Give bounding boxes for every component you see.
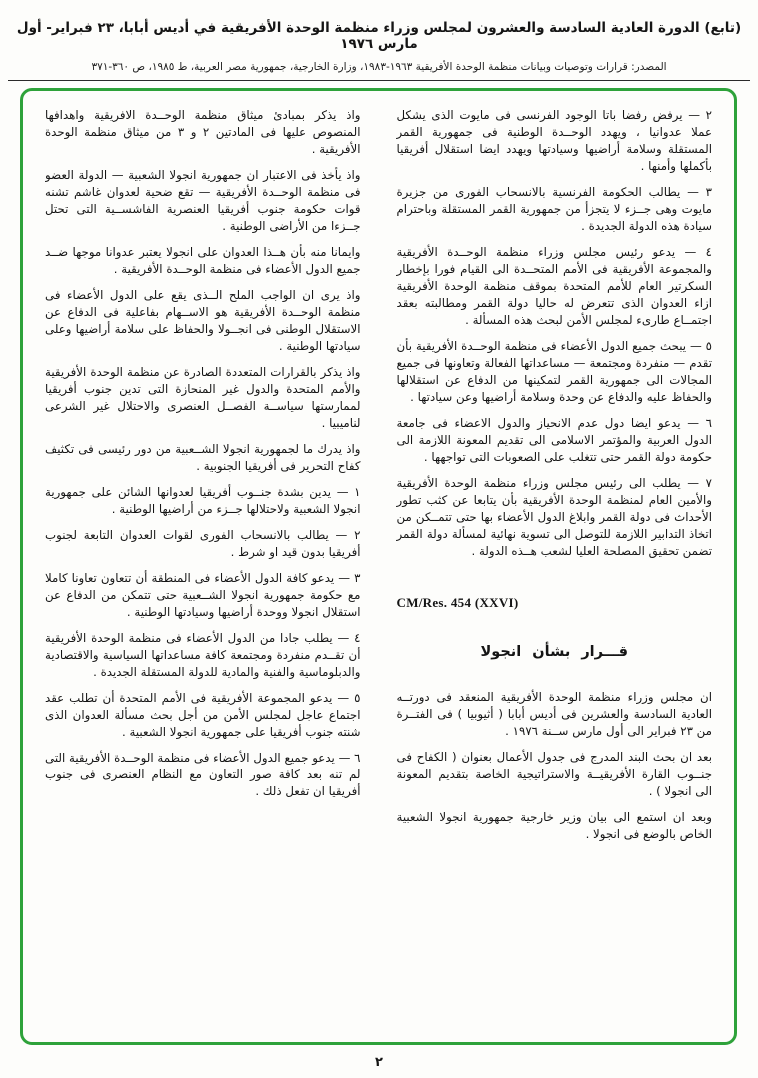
paragraph: ١ — يدين بشدة جنــوب أفريقيا لعدوانها الشائن على جمهورية انجولا الشعبية ولاحتلالها جــزء من أراضيها الوطنية . (45, 484, 361, 516)
paragraph: وايمانا منه بأن هــذا العدوان على انجولا يعتبر عدوانا موجها ضــد جميع الدول الأعضاء فى منظمة الوحــدة الأفريقية . (45, 244, 361, 276)
paragraph: ٦ — يدعو ايضا دول عدم الانحياز والدول الاعضاء فى جامعة الدول العربية والمؤتمر الاسلامى الى تقديم المعونة اللازمة الى حكومة دولة القمر حتى تتغلب على الصعوبات التى تواجهها . (396, 415, 712, 464)
paragraph: ٤ — يدعو رئيس مجلس وزراء منظمة الوحــدة الأفريقية والمجموعة الأفريقية فى الأمم المتحــدة الى القيام فورا بإخطار السكرتير العام للأمم المتحدة بموقف منظمة الوحدة الأفريقية ازاء العدوان الذى تتعرض له حاليا دولة القمر ومطالبته بعقد اجتمــاع طارىء لمجلس الأمن لبحث هذه المسألة . (396, 244, 712, 327)
content-frame (20, 88, 737, 1045)
paragraph: واذ يدرك ما لجمهورية انجولا الشــعبية من دور رئيسى فى تكثيف كفاح التحرير فى أفريقيا الجنوبية . (45, 441, 361, 473)
right-column-bottom-paragraphs (397, 689, 713, 843)
paragraph: بعد ان بحث البند المدرج فى جدول الأعمال بعنوان ( الكفاح فى جنــوب القارة الأفريقيــة والاستراتيجية الخاصة بتقديم المعونة الى انجولا ) . (396, 750, 712, 799)
paragraph: ٥ — يبحث جميع الدول الأعضاء فى منظمة الوحــدة الأفريقية بأن تقدم — منفردة ومجتمعة — مساعداتها الفعالة وتعاونها فى جميع المجالات الى جمهورية القمر لتمكينها من الدفاع عن استقلالها والحفاظ عليه والدفاع عن وحدة وسلامة أراضيها وعن سيادتها . (396, 338, 712, 404)
resolution-title: قـــرار بشأن انجولا (480, 644, 629, 661)
header-session-line: (تابع) الدورة العادية السادسة والعشرون لمجلس وزراء منظمة الوحدة الأفريقية في أديس أبابا، ٢٣ فبراير- أول مارس ١٩٧٦ (16, 20, 742, 52)
header-source-line: المصدر: قرارات وتوصيات وبيانات منظمة الوحدة الأفريقية ١٩٦٣-١٩٨٣، وزارة الخارجية، جمهورية مصر العربية، ط ١٩٨٥، ص ٣٦٠-٣٧١ (91, 61, 667, 73)
two-column-layout (45, 107, 712, 1030)
paragraph: واذ يذكر بمبادئ ميثاق منظمة الوحــدة الافريقية واهدافها المنصوص عليها فى المادتين ٢ و ٣ من ميثاق منظمة الوحدة الأفريقية . (45, 108, 361, 156)
page-number: ٢ (375, 1055, 383, 1070)
left-column-paragraphs (45, 107, 361, 800)
paragraph: ٣ — يطالب الحكومة الفرنسية بالانسحاب الفورى من جزيرة مايوت وهى جــزء لا يتجزأ من جمهورية القمر المستقلة وباحترام سيادة هذه الدولة الجديدة . (396, 184, 712, 233)
left-column (45, 107, 361, 1030)
paragraph: ٤ — يطلب جادا من الدول الأعضاء فى منظمة الوحدة الأفريقية أن تقــدم منفردة ومجتمعة كافة مساعداتها السياسية والاقتصادية والدبلوماسية والفنية والمادية للدولة المستقلة الجديدة . (45, 630, 361, 679)
resolution-reference: CM/Res. 454 (XXVI) (396, 594, 519, 610)
paragraph: ان مجلس وزراء منظمة الوحدة الأفريقية المنعقد فى دورتــه العادية السادسة والعشرين فى أديس أبابا ( أثيوبيا ) فى الفتــرة من ٢٣ فبراير الى أول مارس ســنة ١٩٧٦ . (396, 690, 712, 739)
document-header (0, 0, 758, 73)
paragraph: ٢ — يرفض رفضا باتا الوجود الفرنسى فى مايوت الذى يشكل عملا عدوانيا ، ويهدد الوحــدة الوطنية فى جمهورية القمر المستقلة وسلامة أراضيها وسيادتها ويهدد ايضا استقلال أفريقيا بأكملها وأمنها . (396, 108, 712, 173)
right-column-top-paragraphs (397, 107, 713, 560)
paragraph: ٧ — يطلب الى رئيس مجلس وزراء منظمة الوحدة الأفريقية والأمين العام لمنظمة الوحدة الأفريقية بأن يتابعا عن كثب تطور الأحداث فى دولة القمر وابلاغ الدول الأعضاء بها حتى تتمــكن من اتخاذ التدابير اللازمة للتوصل الى تسوية نهائية لمسألة دولة القمر تضمن تحقيق المصلحة العليا لشعب هــذه الدولة . (396, 475, 712, 558)
paragraph: ٥ — يدعو المجموعة الأفريقية فى الأمم المتحدة أن تطلب عقد اجتماع عاجل لمجلس الأمن من أجل بحث مسألة العدوان الذى شنته جنوب أفريقيا على جمهورية انجولا الشعبية . (45, 690, 361, 739)
header-divider (8, 80, 750, 81)
paragraph: واذ يأخذ فى الاعتبار ان جمهورية انجولا الشعبية — الدولة العضو فى منظمة الوحــدة الأفريقية — تقع ضحية لعدوان غاشم تشنه قوات حكومة جنوب أفريقيا العنصرية الفاشســية التى تحتل جــزءا من الأراضى الوطنية . (45, 167, 361, 233)
paragraph: واذ يرى ان الواجب الملح الــذى يقع على الدول الأعضاء فى منظمة الوحــدة الأفريقية هو الاســهام بفاعلية فى الدفاع عن الاستقلال الوطنى فى انجــولا والحفاظ على سلامة أراضيها وعلى سيادتها الوطنية . (45, 287, 361, 353)
right-column (397, 107, 713, 1030)
paragraph: وبعد ان استمع الى بيان وزير خارجية جمهورية انجولا الشعبية الخاص بالوضع فى انجولا . (396, 810, 712, 842)
paragraph: ٣ — يدعو كافة الدول الأعضاء فى المنطقة أن تتعاون تعاونا كاملا مع حكومة جمهورية انجولا الشــعبية حتى تتمكن من الدفاع عن استقلال انجولا ووحدة أراضيها وسيادتها الوطنية . (45, 570, 361, 619)
paragraph: واذ يذكر بالقرارات المتعددة الصادرة عن منظمة الوحدة الأفريقية والأمم المتحدة والدول غير المنحازة التى تدين جنوب أفريقيا لممارستها سياســة الفصــل العنصرى والاحتلال غير الشرعى لناميبيا . (45, 364, 361, 430)
paragraph: ٢ — يطالب بالانسحاب الفورى لقوات العدوان التابعة لجنوب أفريقيا بدون قيد او شرط . (45, 527, 361, 559)
paragraph: ٦ — يدعو جميع الدول الأعضاء فى منظمة الوحــدة الأفريقية التى لم تنه بعد كافة صور التعاون مع النظام العنصرى فى جنوب أفريقيا ان تفعل ذلك . (45, 750, 361, 799)
